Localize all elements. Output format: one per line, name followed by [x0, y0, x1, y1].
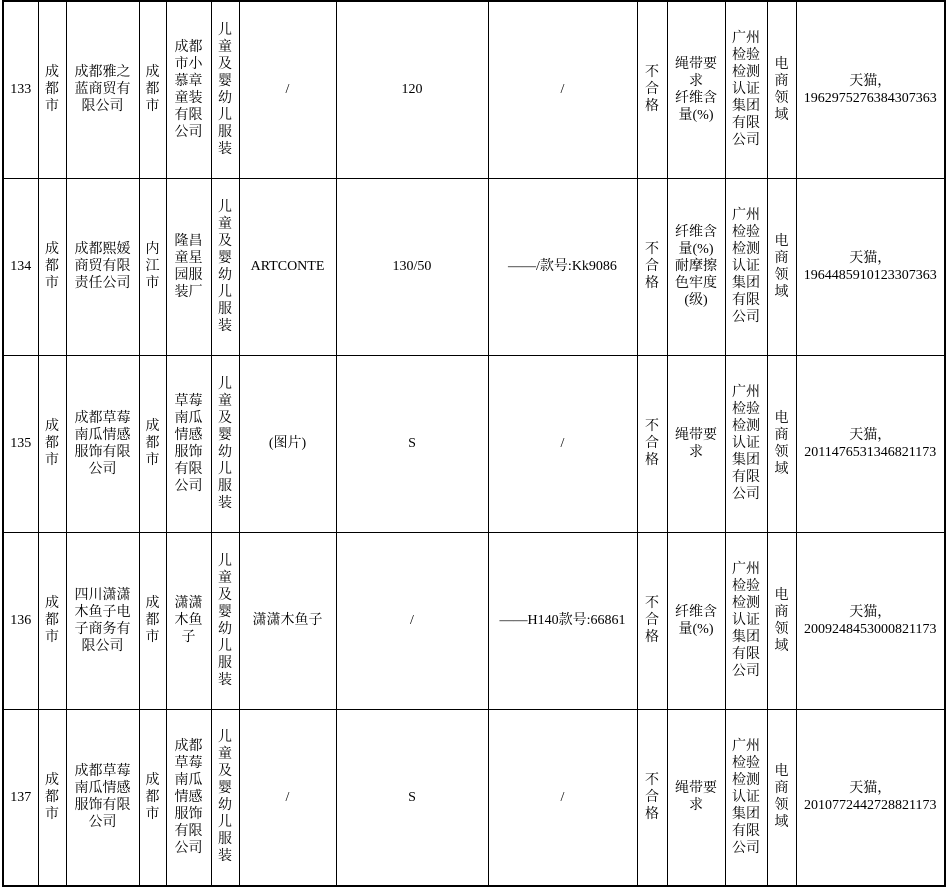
cell-serial: 134 [3, 178, 38, 355]
cell-defects [667, 178, 725, 355]
channel-id: 1962975276384307363 [803, 90, 937, 106]
cell-producer-city: 成都市 [139, 1, 166, 178]
cell-channel [796, 1, 945, 178]
cell-product: 儿童及婴幼儿服装 [211, 709, 239, 886]
cell-agency: 广州检验检测认证集团有限公司 [725, 355, 767, 532]
cell-defects [667, 355, 725, 532]
channel-platform: 天猫， [849, 781, 892, 797]
defect-item: 纤维含量(%) [675, 225, 717, 257]
cell-style: / [488, 1, 637, 178]
cell-style: / [488, 355, 637, 532]
cell-sampled-company: 成都雅之蓝商贸有限公司 [66, 1, 139, 178]
cell-producer-city: 成都市 [139, 355, 166, 532]
cell-trademark: / [239, 709, 336, 886]
cell-field: 电商领域 [767, 709, 796, 886]
cell-channel [796, 709, 945, 886]
cell-producer: 潇潇木鱼子 [166, 532, 211, 709]
cell-sampled-company: 成都草莓南瓜情感服饰有限公司 [66, 709, 139, 886]
cell-result: 不合格 [637, 355, 667, 532]
cell-trademark: (图片) [239, 355, 336, 532]
cell-channel [796, 178, 945, 355]
cell-field: 电商领域 [767, 178, 796, 355]
cell-trademark: 潇潇木鱼子 [239, 532, 336, 709]
cell-trademark: ARTCONTE [239, 178, 336, 355]
cell-product: 儿童及婴幼儿服装 [211, 1, 239, 178]
defect-item: 绳带要求 [675, 781, 717, 814]
cell-city: 成都市 [38, 709, 66, 886]
table-row [3, 532, 945, 709]
cell-sampled-company: 四川潇潇木鱼子电子商务有限公司 [66, 532, 139, 709]
cell-city: 成都市 [38, 1, 66, 178]
cell-producer: 草莓南瓜情感服饰有限公司 [166, 355, 211, 532]
channel-id: 2010772442728821173 [804, 798, 937, 814]
channel-platform: 天猫， [849, 427, 892, 443]
channel-platform: 天猫， [849, 73, 892, 89]
cell-style: / [488, 709, 637, 886]
channel-platform: 天猫， [849, 250, 892, 266]
cell-product: 儿童及婴幼儿服装 [211, 178, 239, 355]
table-row [3, 355, 945, 532]
cell-trademark: / [239, 1, 336, 178]
cell-field: 电商领域 [767, 532, 796, 709]
cell-agency: 广州检验检测认证集团有限公司 [725, 532, 767, 709]
cell-agency: 广州检验检测认证集团有限公司 [725, 1, 767, 178]
table-row [3, 709, 945, 886]
cell-result: 不合格 [637, 532, 667, 709]
cell-defects [667, 1, 725, 178]
defect-item: 纤维含量(%) [675, 604, 717, 637]
cell-field: 电商领域 [767, 1, 796, 178]
cell-product: 儿童及婴幼儿服装 [211, 355, 239, 532]
cell-style: ——/款号:Kk9086 [488, 178, 637, 355]
cell-channel [796, 355, 945, 532]
cell-sampled-company: 成都熙媛商贸有限责任公司 [66, 178, 139, 355]
inspection-results-table [2, 0, 946, 887]
cell-city: 成都市 [38, 532, 66, 709]
table-row [3, 178, 945, 355]
cell-defects [667, 709, 725, 886]
cell-serial: 133 [3, 1, 38, 178]
cell-producer: 成都草莓南瓜情感服饰有限公司 [166, 709, 211, 886]
table-row [3, 1, 945, 178]
defect-item: 绳带要求 [675, 427, 717, 460]
defect-item: 耐摩擦色牢度(级) [675, 259, 717, 308]
cell-producer-city: 内江市 [139, 178, 166, 355]
cell-result: 不合格 [637, 1, 667, 178]
cell-spec: S [336, 709, 488, 886]
channel-id: 2011476531346821173 [804, 444, 937, 460]
channel-platform: 天猫， [849, 604, 892, 620]
cell-result: 不合格 [637, 709, 667, 886]
channel-id: 1964485910123307363 [803, 267, 937, 283]
cell-result: 不合格 [637, 178, 667, 355]
cell-defects [667, 532, 725, 709]
cell-spec: S [336, 355, 488, 532]
cell-city: 成都市 [38, 178, 66, 355]
cell-sampled-company: 成都草莓南瓜情感服饰有限公司 [66, 355, 139, 532]
cell-channel [796, 532, 945, 709]
cell-city: 成都市 [38, 355, 66, 532]
channel-id: 2009248453000821173 [804, 621, 937, 637]
cell-spec: / [336, 532, 488, 709]
cell-serial: 135 [3, 355, 38, 532]
cell-serial: 136 [3, 532, 38, 709]
cell-producer-city: 成都市 [139, 709, 166, 886]
cell-spec: 130/50 [336, 178, 488, 355]
cell-agency: 广州检验检测认证集团有限公司 [725, 709, 767, 886]
cell-agency: 广州检验检测认证集团有限公司 [725, 178, 767, 355]
cell-producer: 成都市小慕章童装有限公司 [166, 1, 211, 178]
cell-spec: 120 [336, 1, 488, 178]
cell-producer: 隆昌童星园服装厂 [166, 178, 211, 355]
defect-item: 纤维含量(%) [675, 90, 717, 123]
cell-style: ——H140款号:66861 [488, 532, 637, 709]
defect-item: 绳带要求 [675, 56, 717, 89]
cell-field: 电商领域 [767, 355, 796, 532]
cell-serial: 137 [3, 709, 38, 886]
cell-product: 儿童及婴幼儿服装 [211, 532, 239, 709]
cell-producer-city: 成都市 [139, 532, 166, 709]
